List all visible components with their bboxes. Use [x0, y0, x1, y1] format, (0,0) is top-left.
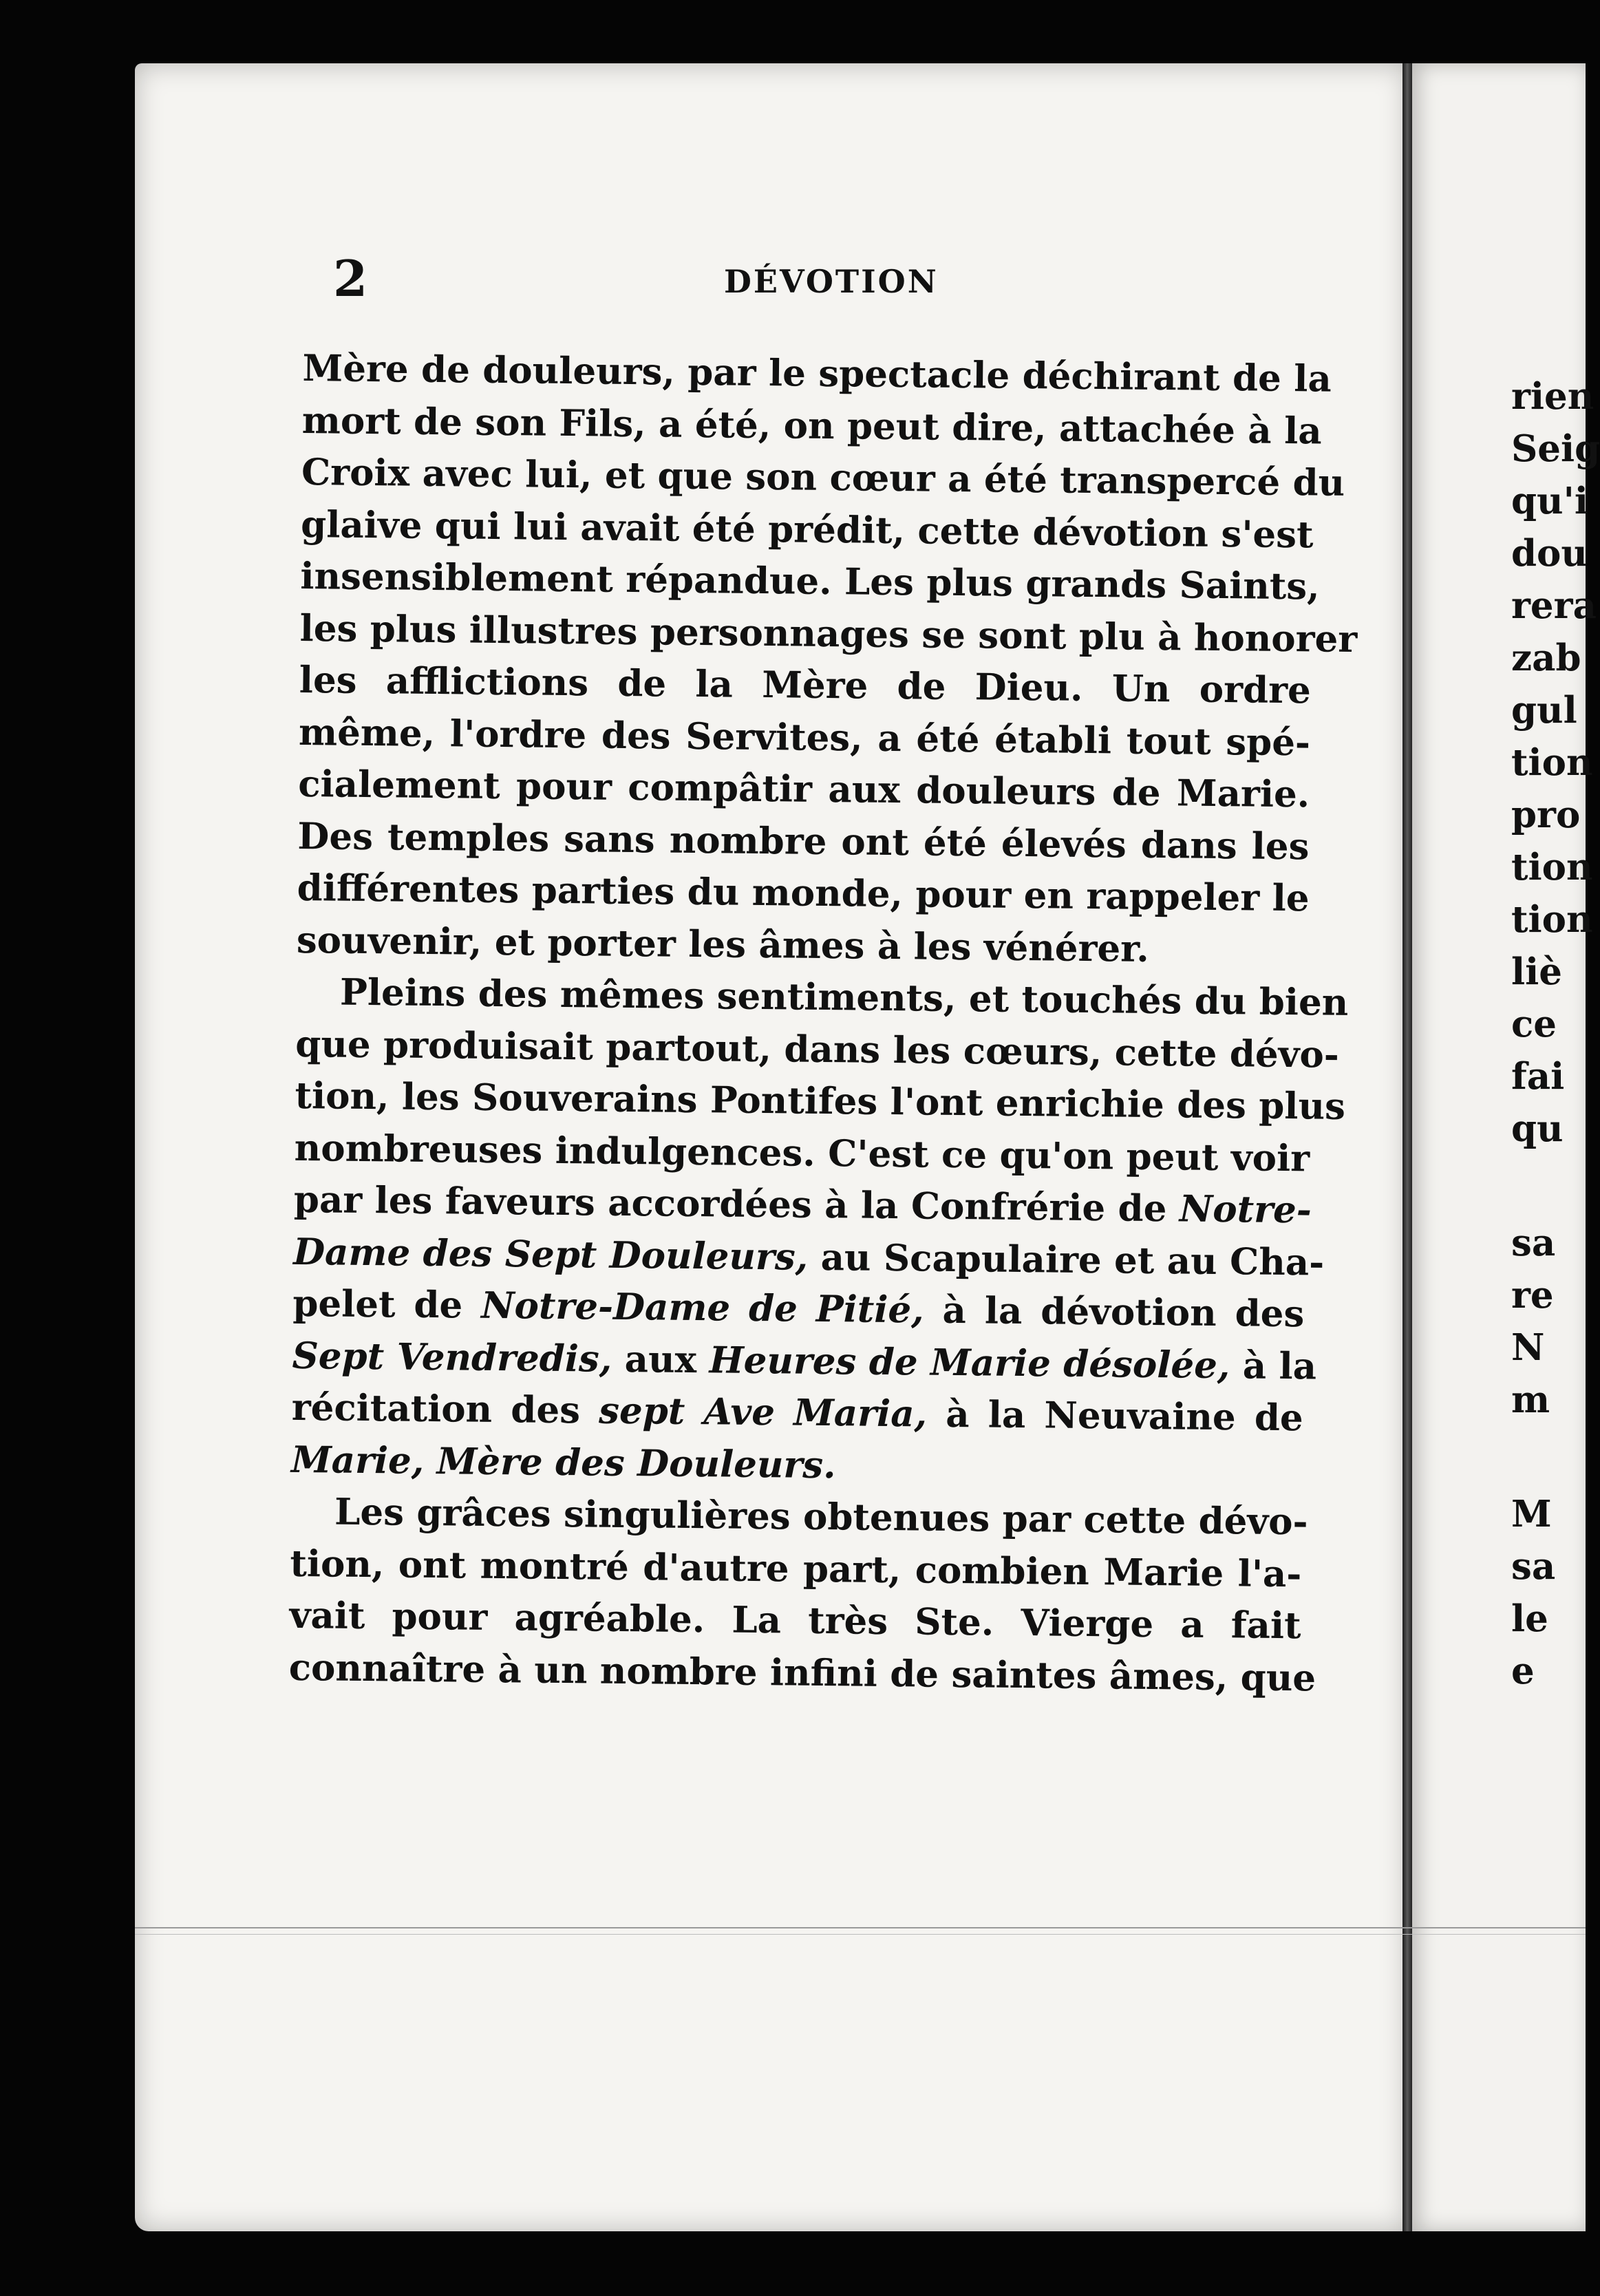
right-page-fragment: m — [1511, 1379, 1550, 1421]
right-page-fragment: pro — [1511, 794, 1581, 836]
right-page-fragment: M — [1511, 1493, 1552, 1535]
right-page-fragment: zab — [1511, 637, 1581, 679]
text-run: pelet de — [292, 1282, 482, 1327]
text-run: glaive qui lui avait été prédit, cette dévotion s'est — [300, 502, 1314, 556]
italic-text: Notre-Dame de Pitié, — [480, 1284, 924, 1332]
page-header — [333, 249, 1338, 308]
text-line — [293, 1174, 1312, 1237]
text-line — [295, 1070, 1346, 1133]
text-run: différentes parties du monde, pour en rappeler le — [297, 866, 1310, 920]
right-page-fragment: e — [1511, 1650, 1535, 1692]
right-page-fragment: tion — [1511, 898, 1593, 941]
right-page-fragment: sa — [1511, 1222, 1556, 1264]
italic-text: Notre- — [1179, 1187, 1312, 1232]
italic-text: Marie, Mère des Douleurs. — [290, 1438, 836, 1487]
text-line — [301, 447, 1345, 509]
text-line — [300, 551, 1320, 613]
text-run: tion, ont montré d'autre part, combien Marie l'a- — [290, 1542, 1302, 1595]
text-run: insensiblement répandue. Les plus grands Saints, — [300, 554, 1320, 608]
text-line — [297, 862, 1309, 925]
text-run: nombreuses indulgences. C'est ce qu'on peut voir — [294, 1126, 1310, 1180]
page-bottom-rule-secondary — [135, 1934, 1586, 1935]
italic-text: Heures de Marie désolée, — [709, 1338, 1230, 1387]
right-page-fragment: tion — [1511, 846, 1593, 889]
text-line — [299, 655, 1311, 717]
text-run: les afflictions de la Mère de Dieu. Un ordre — [299, 658, 1312, 712]
right-page-fragment: sa — [1511, 1545, 1556, 1588]
paragraph — [290, 966, 1349, 1496]
text-line — [289, 1590, 1301, 1652]
text-run: Croix avec lui, et que son cœur a été transpercé du — [301, 450, 1345, 504]
text-run: aux — [611, 1337, 710, 1381]
italic-text: sept Ave Maria, — [598, 1389, 928, 1436]
body-text — [288, 343, 1358, 1704]
italic-text: Sept Vendredis, — [292, 1334, 612, 1381]
right-page-fragment: qu — [1511, 1107, 1564, 1150]
text-run: les plus illustres personnages se sont plu à honorer — [299, 606, 1358, 661]
right-page-fragment: liè — [1511, 950, 1562, 993]
text-run: vait pour agréable. La très Ste. Vierge a fait — [289, 1593, 1301, 1648]
text-line — [292, 1278, 1305, 1341]
text-line — [290, 1486, 1308, 1549]
text-run: Pleins des mêmes sentiments, et touchés du bien — [339, 970, 1349, 1024]
text-run: même, l'ordre des Servites, a été établi tout spé- — [298, 710, 1311, 764]
right-page-fragment: re — [1511, 1274, 1554, 1317]
running-title: DÉVOTION — [724, 263, 939, 300]
text-run: connaître à un nombre infini de saintes âmes, que — [288, 1646, 1316, 1700]
text-run: par les faveurs accordées à la Confrérie de — [293, 1178, 1180, 1231]
right-page-fragment: dou — [1511, 532, 1588, 575]
right-page-fragment: rien — [1511, 375, 1594, 418]
right-page-fragment: gul — [1511, 689, 1577, 732]
right-page-fragment: rera — [1511, 584, 1597, 627]
book-gutter — [1402, 63, 1412, 2231]
text-run: récitation des — [291, 1385, 599, 1432]
text-run: mort de son Fils, a été, on peut dire, attachée à la — [301, 398, 1322, 453]
text-run: Mère de douleurs, par le spectacle déchirant de la — [302, 346, 1332, 401]
paragraph — [288, 1486, 1316, 1704]
right-page-fragment: tion — [1511, 741, 1593, 784]
text-run: Les grâces singulières obtenues par cette dévo- — [334, 1490, 1308, 1544]
text-run: à la dévotion des — [924, 1288, 1305, 1336]
text-run: au Scapulaire et au Cha- — [807, 1235, 1325, 1284]
page-number: 2 — [333, 249, 368, 308]
text-line — [291, 1382, 1303, 1445]
text-run: cialement pour compâtir aux douleurs de Marie. — [297, 762, 1310, 816]
right-page-fragment: ce — [1511, 1003, 1557, 1045]
text-run: que produisait partout, dans les cœurs, cette dévo- — [295, 1022, 1340, 1076]
text-line — [298, 758, 1310, 821]
text-run: souvenir, et porter les âmes à les vénérer. — [296, 918, 1150, 970]
text-run: à la Neuvaine de — [926, 1392, 1304, 1440]
text-run: à la — [1230, 1343, 1317, 1388]
text-line — [296, 966, 1349, 1029]
text-line — [288, 1641, 1316, 1704]
paragraph — [296, 343, 1358, 977]
text-line — [302, 343, 1332, 405]
page-bottom-rule — [135, 1927, 1586, 1928]
right-page-fragment: le — [1511, 1597, 1548, 1640]
italic-text: Dame des Sept Douleurs, — [292, 1230, 809, 1279]
right-page-fragment: N — [1511, 1326, 1545, 1369]
right-page-fragment: qu'i — [1511, 480, 1588, 522]
right-page-fragment: Seig — [1511, 427, 1600, 470]
right-page-fragments — [1511, 375, 1600, 1717]
right-page-fragment: fai — [1511, 1055, 1565, 1098]
text-run: tion, les Souverains Pontifes l'ont enrichie des plus — [295, 1074, 1346, 1128]
text-run: Des temples sans nombre ont été élevés dans les — [297, 814, 1310, 868]
